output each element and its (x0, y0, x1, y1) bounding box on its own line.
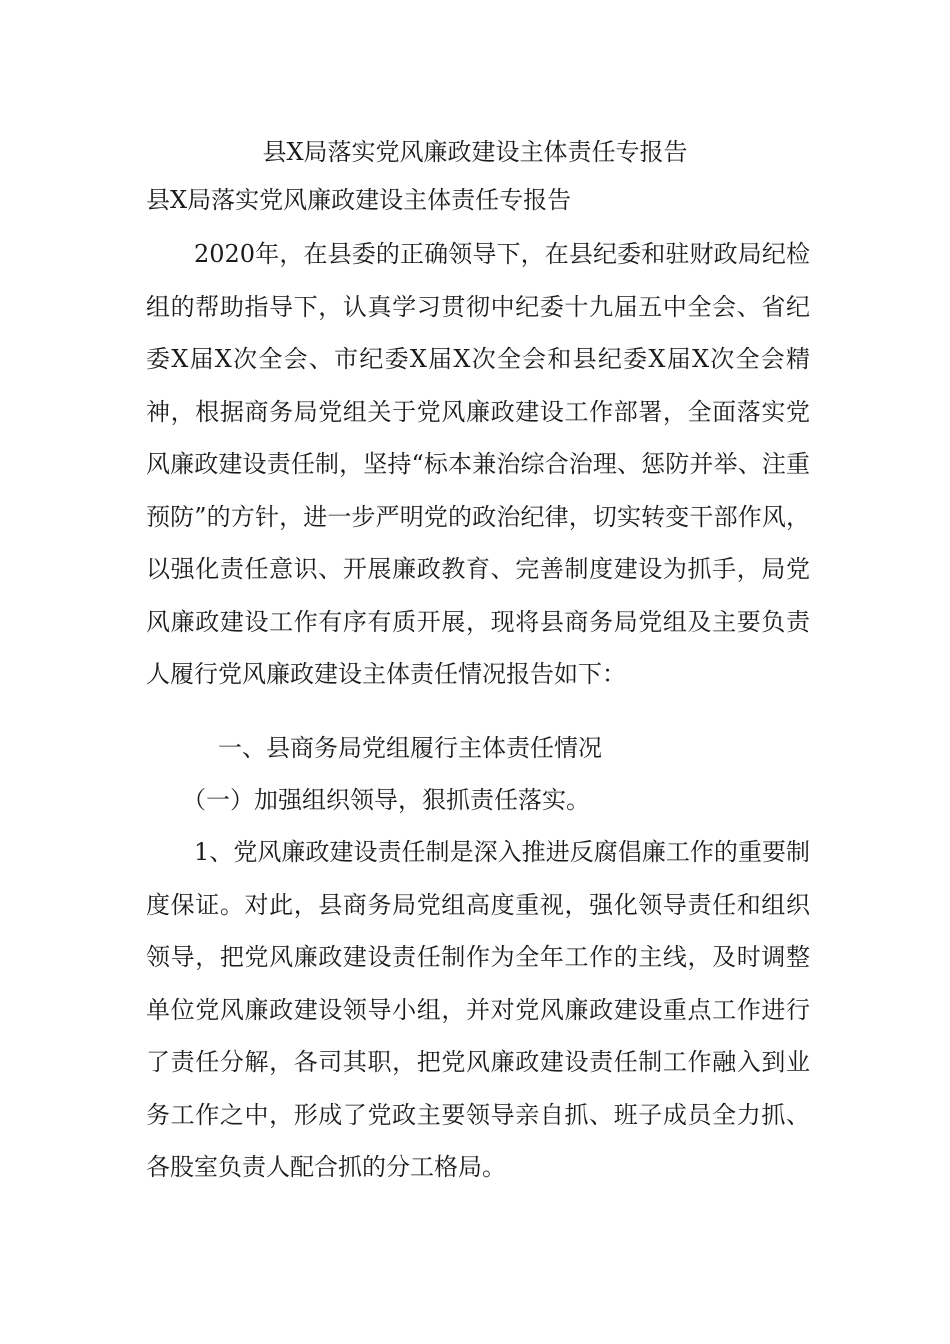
intro-paragraph: 2020年，在县委的正确领导下，在县纪委和驻财政局纪检组的帮助指导下，认真学习贯彻中纪委十九届五中全会、省纪委X届X次全会、市纪委X届X次全会和县纪委X届X次全会精神，根据商务局党组关于党风廉政建设工作部署，全面落实党风廉政建设责任制，坚持“标本兼治综合治理、惩防并举、注重预防”的方针，进一步严明党的政治纪律，切实转变干部作风，以强化责任意识、开展廉政教育、完善制度建设为抓手，局党风廉政建设工作有序有质开展，现将县商务局党组及主要负责人履行党风廉政建设主体责任情况报告如下： (146, 240, 810, 688)
document-subtitle: 县X局落实党风廉政建设主体责任专报告 (146, 186, 572, 214)
section-heading: 一、县商务局党组履行主体责任情况 (218, 734, 602, 762)
subsection-heading: （一）加强组织领导，狠抓责任落实。 (182, 786, 590, 814)
document-title: 县X局落实党风廉政建设主体责任专报告 (262, 138, 688, 166)
body-paragraph: 1、党风廉政建设责任制是深入推进反腐倡廉工作的重要制度保证。对此，县商务局党组高度重视，强化领导责任和组织领导，把党风廉政建设责任制作为全年工作的主线，及时调整单位党风廉政建设领导小组，并对党风廉政建设重点工作进行了责任分解，各司其职，把党风廉政建设责任制工作融入到业务工作之中，形成了党政主要领导亲自抓、班子成员全力抓、各股室负责人配合抓的分工格局。 (146, 838, 810, 1181)
